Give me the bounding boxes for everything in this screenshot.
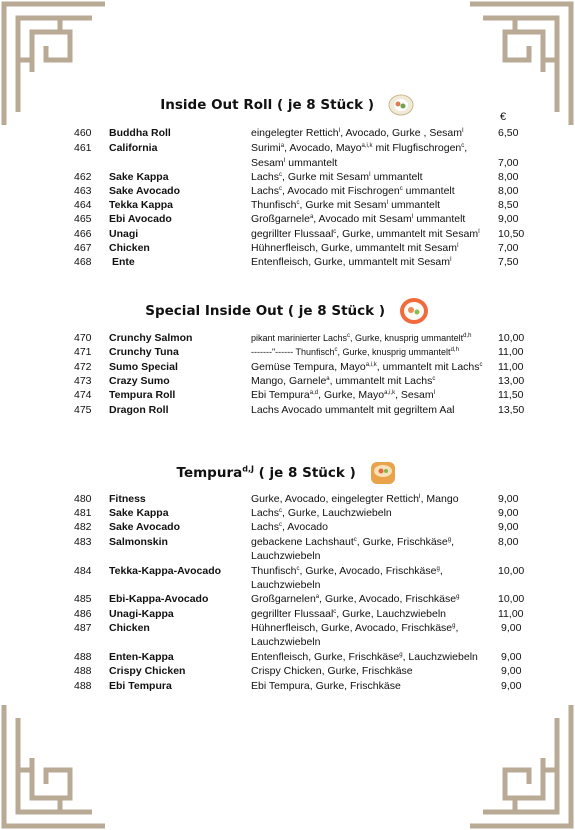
item-description: Thunfisch$^c$, Gurke mit Sesam$^I$ ummantelt	[251, 199, 441, 211]
item-description: gegrillter Flussaal$^c$, Gurke, ummantelt mit Sesam$^I$	[251, 228, 480, 240]
sushi-roll-icon	[387, 93, 415, 117]
item-description: Lachs Avocado ummantelt mit gegriltem Aal	[251, 404, 455, 416]
item-price: 7,50	[498, 256, 519, 268]
item-number: 475	[74, 404, 92, 416]
item-price: 8,50	[498, 199, 519, 211]
item-name: Tekka Kappa	[109, 199, 173, 211]
item-number: 483	[74, 536, 92, 548]
item-name: Crunchy Salmon	[109, 332, 193, 344]
item-name: Unagi-Kappa	[109, 608, 174, 620]
item-price: 10,50	[498, 228, 525, 240]
item-description: -------"------ Thunfisch$^c$, Gurke, knusprig ummantelt$^{d,h}$	[251, 347, 459, 357]
item-description: Ebi Tempura$^{a,d}$, Gurke, Mayo$^{a,i,k}$, Sesam$^I$	[251, 389, 436, 401]
item-price: 13,50	[498, 404, 525, 416]
section-title-special-inside-out	[0, 296, 575, 326]
item-description-line2: Lauchzwiebeln	[251, 636, 321, 648]
item-description: Mango, Garnele$^a$, ummantelt mit Lachs$^c$	[251, 375, 436, 387]
item-description: Lachs$^c$, Gurke mit Sesam$^I$ ummantelt	[251, 171, 423, 183]
item-description-line2: Sesam$^I$ ummantelt	[251, 157, 338, 169]
section-title-allergen-sup: d,J	[242, 464, 254, 474]
item-price: 9,00	[498, 521, 519, 533]
item-number: 468	[74, 256, 92, 268]
item-price: 7,00	[498, 157, 519, 169]
item-number: 488	[74, 651, 92, 663]
item-description: Gurke, Avocado, eingelegter Rettich$^I$, Mango	[251, 493, 459, 505]
item-number: 463	[74, 185, 92, 197]
item-name: Salmonskin	[109, 536, 168, 548]
item-number: 467	[74, 242, 92, 254]
item-name: Sake Kappa	[109, 171, 169, 183]
item-number: 466	[74, 228, 92, 240]
item-description: Entenfleisch, Gurke, ummantelt mit Sesam$^I$	[251, 256, 452, 268]
item-name: Ente	[112, 256, 135, 268]
section-title-suffix: ( je 8 Stück )	[253, 465, 356, 481]
item-name: Dragon Roll	[109, 404, 169, 416]
item-description: Großgarnelen$^a$, Gurke, Avocado, Frischkäse$^g$	[251, 593, 460, 605]
corner-ornament-bottom-left	[0, 700, 110, 830]
item-price: 11,00	[498, 361, 524, 373]
item-price: 9,00	[498, 213, 519, 225]
item-number: 470	[74, 332, 92, 344]
item-number: 486	[74, 608, 92, 620]
item-price: 9,00	[501, 680, 522, 692]
item-description: Crispy Chicken, Gurke, Frischkäse	[251, 665, 413, 677]
item-number: 485	[74, 593, 92, 605]
item-price: 9,00	[501, 665, 522, 677]
item-name: Tempura Roll	[109, 389, 176, 401]
item-price: 10,00	[498, 565, 525, 577]
item-number: 472	[74, 361, 92, 373]
item-number: 474	[74, 389, 92, 401]
item-price: 8,00	[498, 171, 519, 183]
item-name: California	[109, 142, 158, 154]
item-price: 11,00	[498, 346, 524, 358]
item-description: Ebi Tempura, Gurke, Frischkäse	[251, 680, 401, 692]
currency-symbol: €	[500, 111, 507, 123]
item-description-line2: Lauchzwiebeln	[251, 550, 321, 562]
item-description: eingelegter Rettich$^I$, Avocado, Gurke , Sesam$^I$	[251, 127, 464, 139]
item-number: 465	[74, 213, 92, 225]
item-name: Sake Kappa	[109, 507, 169, 519]
item-name: Crunchy Tuna	[109, 346, 179, 358]
item-number: 488	[74, 680, 92, 692]
item-name: Sake Avocado	[109, 185, 181, 197]
item-number: 462	[74, 171, 92, 183]
corner-ornament-bottom-right	[465, 700, 575, 830]
item-price: 11,50	[498, 389, 524, 401]
item-number: 471	[74, 346, 92, 358]
item-number: 481	[74, 507, 92, 519]
section-title-text: Inside Out Roll ( je 8 Stück )	[160, 97, 375, 113]
item-price: 9,00	[498, 493, 519, 505]
item-price: 7,00	[498, 242, 519, 254]
item-name: Unagi	[109, 228, 139, 240]
item-price: 9,00	[501, 651, 522, 663]
item-name: Buddha Roll	[109, 127, 171, 139]
item-price: 6,50	[498, 127, 519, 139]
item-description: Lachs$^c$, Avocado mit Fischrogen$^c$ ummantelt	[251, 185, 455, 197]
item-number: 464	[74, 199, 92, 211]
item-name: Crispy Chicken	[109, 665, 186, 677]
item-name: Ebi Tempura	[109, 680, 172, 692]
item-price: 10,00	[498, 593, 525, 605]
section-title-tempura	[0, 458, 575, 488]
item-price: 8,00	[498, 536, 519, 548]
item-name: Ebi-Kappa-Avocado	[109, 593, 209, 605]
item-description: Lachs$^c$, Avocado	[251, 521, 328, 533]
item-price: 8,00	[498, 185, 519, 197]
tempura-roll-icon	[368, 458, 398, 488]
item-number: 460	[74, 127, 92, 139]
item-price: 9,00	[498, 507, 519, 519]
item-description: Gemüse Tempura, Mayo$^{a,i,k}$, ummantelt mit Lachs$^c$	[251, 361, 483, 373]
item-description: Hühnerfleisch, Gurke, Avocado, Frischkäse$^g$,	[251, 622, 459, 634]
item-price: 9,00	[501, 622, 522, 634]
section-title-text: Special Inside Out ( je 8 Stück )	[145, 303, 386, 319]
item-description: gebackene Lachshaut$^c$, Gurke, Frischkäse$^g$,	[251, 536, 455, 548]
item-name: Tekka-Kappa-Avocado	[109, 565, 222, 577]
item-description: Entenfleisch, Gurke, Frischkäse$^g$, Lauchzwiebeln	[251, 651, 478, 663]
item-number: 484	[74, 565, 92, 577]
section-title-inside-out	[0, 93, 575, 117]
item-price: 13,00	[498, 375, 525, 387]
item-number: 487	[74, 622, 92, 634]
item-name: Chicken	[109, 242, 150, 254]
section-title-text: Tempura	[176, 465, 243, 481]
item-name: Enten-Kappa	[109, 651, 174, 663]
item-name: Crazy Sumo	[109, 375, 170, 387]
item-name: Sumo Special	[109, 361, 178, 373]
item-description: Surimi$^a$, Avocado, Mayo$^{a,i,k}$ mit Flugfischrogen$^c$,	[251, 142, 468, 154]
item-name: Fitness	[109, 493, 146, 505]
item-number: 482	[74, 521, 92, 533]
item-description: pikant marinierter Lachs$^c$, Gurke, knusprig ummantelt$^{d,h}$	[251, 333, 472, 343]
item-price: 11,00	[498, 608, 524, 620]
item-description: Lachs$^c$, Gurke, Lauchzwiebeln	[251, 507, 392, 519]
item-description-line2: Lauchzwiebeln	[251, 579, 321, 591]
item-name: Chicken	[109, 622, 150, 634]
item-description: Hühnerfleisch, Gurke, ummantelt mit Sesam$^I$	[251, 242, 459, 254]
item-name: Sake Avocado	[109, 521, 181, 533]
item-description: gegrillter Flussaal$^c$, Gurke, Lauchzwiebeln	[251, 608, 447, 620]
item-description: Thunfisch$^c$, Gurke, Avocado, Frischkäse$^g$,	[251, 565, 443, 577]
item-number: 461	[74, 142, 92, 154]
item-name: Ebi Avocado	[109, 213, 172, 225]
item-number: 473	[74, 375, 92, 387]
item-number: 488	[74, 665, 92, 677]
item-description: Großgarnele$^a$, Avocado mit Sesam$^I$ ummantelt	[251, 213, 466, 225]
item-number: 480	[74, 493, 92, 505]
item-price: 10,00	[498, 332, 525, 344]
salmon-roll-icon	[398, 296, 430, 326]
